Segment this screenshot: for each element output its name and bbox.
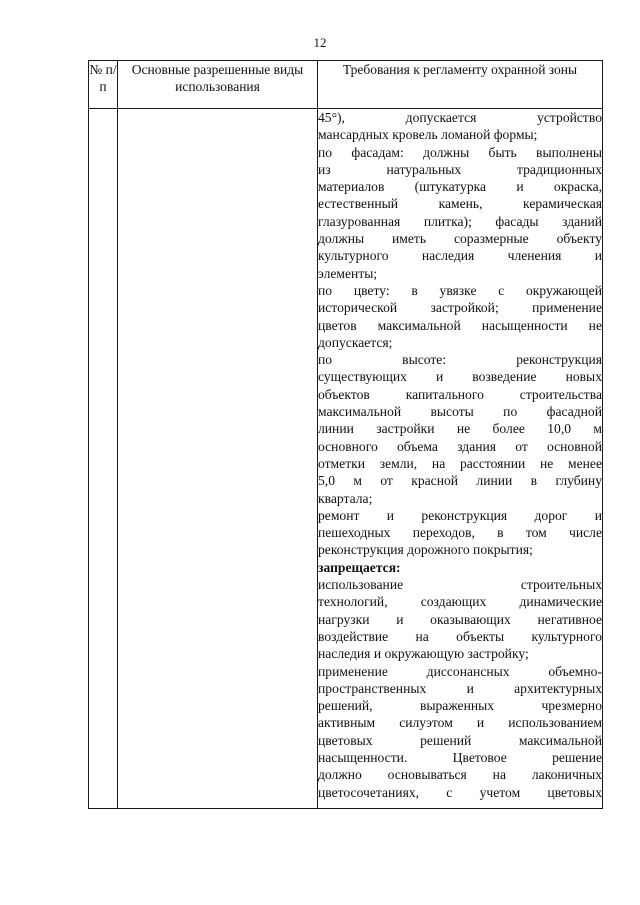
- requirement-line: максимальной высоты по фасадной: [318, 404, 602, 420]
- table-header-row: [89, 61, 603, 109]
- requirement-line: активным силуэтом и использованием: [318, 715, 602, 731]
- requirement-line: допускается;: [318, 334, 393, 350]
- requirement-line: мансардных кровель ломаной формы;: [318, 127, 538, 143]
- requirement-line: цветовых решений максимальной: [318, 732, 602, 748]
- requirement-line: объектов капитального строительства: [318, 386, 602, 402]
- requirement-line: ремонт и реконструкция дорог и: [318, 507, 602, 523]
- requirement-line: естественный камень, керамическая: [318, 196, 602, 212]
- requirement-line: пешеходных переходов, в том числе: [318, 525, 602, 541]
- requirement-line: цветов максимальной насыщенности не: [318, 317, 602, 333]
- requirement-line: воздействие на объекты культурного: [318, 628, 602, 644]
- requirement-line: использование строительных: [318, 577, 602, 593]
- number-cell: [89, 109, 118, 809]
- requirement-line: наследия и окружающую застройку;: [318, 646, 529, 662]
- requirement-line: решений, выраженных чрезмерно: [318, 698, 602, 714]
- requirement-line: линии застройки не более 10,0 м: [318, 421, 602, 437]
- requirement-line: исторической застройкой; применение: [318, 300, 602, 316]
- requirement-line: отметки земли, на расстоянии не менее: [318, 455, 602, 471]
- requirement-line: 45°), допускается устройство: [318, 110, 602, 125]
- requirement-line: глазурованная плитка); фасады зданий: [318, 213, 602, 229]
- requirement-line: применение диссонансных объемно-: [318, 663, 602, 679]
- requirement-line: насыщенности. Цветовое решение: [318, 749, 602, 765]
- requirement-line: должны иметь соразмерные объекту: [318, 231, 602, 247]
- requirement-line: культурного наследия членения и: [318, 248, 602, 264]
- page-number: 12: [313, 35, 327, 50]
- requirement-line: по цвету: в увязке с окружающей: [318, 282, 602, 298]
- header-permitted-uses: Основные разрешенные виды использования: [118, 61, 318, 109]
- requirement-line: реконструкция дорожного покрытия;: [318, 542, 533, 558]
- header-number: № п/п: [89, 61, 118, 109]
- requirement-line: цветосочетаниях, с учетом цветовых: [318, 784, 602, 800]
- requirement-line: квартала;: [318, 490, 373, 506]
- requirement-line: пространственных и архитектурных: [318, 680, 602, 696]
- requirement-line: элементы;: [318, 265, 378, 281]
- requirement-line: существующих и возведение новых: [318, 369, 602, 385]
- requirement-line: по фасадам: должны быть выполнены: [318, 144, 602, 160]
- requirement-line: материалов (штукатурка и окраска,: [318, 179, 602, 195]
- requirement-line: 5,0 м от красной линии в глубину: [318, 473, 602, 489]
- permitted-uses-cell: [118, 109, 318, 809]
- header-zone-requirements: Требования к регламенту охранной зоны: [318, 61, 603, 109]
- requirement-line: основного объема здания от основной: [318, 438, 602, 454]
- regulations-table: [88, 60, 603, 809]
- requirement-line: нагрузки и оказывающих негативное: [318, 611, 602, 627]
- requirement-line: должно основываться на лаконичных: [318, 767, 602, 783]
- requirement-line: из натуральных традиционных: [318, 161, 602, 177]
- requirement-line: запрещается:: [318, 559, 401, 575]
- table-row: [89, 109, 603, 809]
- requirement-line: по высоте: реконструкция: [318, 352, 602, 368]
- requirement-line: технологий, создающих динамические: [318, 594, 602, 610]
- requirements-cell: [318, 109, 603, 809]
